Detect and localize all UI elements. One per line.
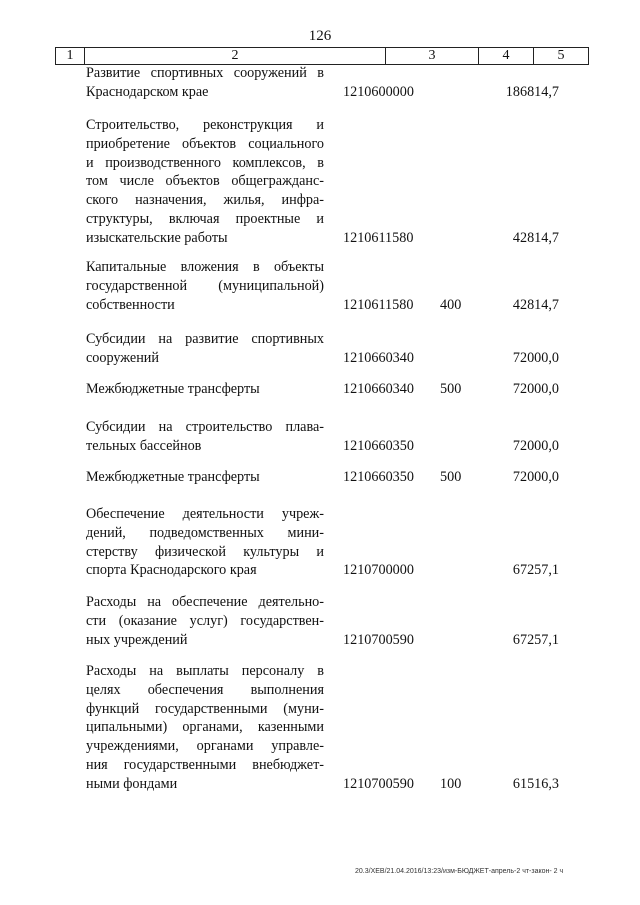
description-line: спорта Краснодарского края: [86, 562, 257, 579]
row-code: 1210660350: [343, 437, 414, 454]
description-line: сооружений: [86, 349, 159, 366]
description-line: том числе объектов общегражданс-: [86, 173, 324, 190]
row-code: 1210660350: [343, 469, 414, 485]
description-line: функций государственными (муни-: [86, 700, 324, 717]
description-line: и производственного комплексов, в: [86, 154, 324, 171]
row-description: [86, 380, 324, 399]
description-line: целях обеспечения выполнения: [86, 681, 324, 698]
description-line: дений, подведомственных мини-: [86, 524, 324, 541]
row-code: 1210611580: [343, 296, 414, 313]
description-line: Расходы на обеспечение деятельно-: [86, 594, 324, 610]
row-type: 100: [440, 775, 462, 792]
description-line: Субсидии на строительство плава-: [86, 419, 324, 435]
description-line: сти (оказание услуг) государствен-: [86, 612, 324, 629]
header-col-2: 2: [85, 48, 386, 64]
row-amount: 67257,1: [512, 562, 559, 579]
header-col-3: 3: [386, 48, 479, 64]
description-line: Строительство, реконструкция и: [86, 117, 324, 133]
page-number: 126: [308, 28, 332, 44]
description-line: изыскательские работы: [86, 229, 228, 246]
row-amount: 72000,0: [512, 381, 559, 397]
row-description: [86, 505, 324, 580]
row-amount: 72000,0: [512, 349, 559, 366]
description-line: Развитие спортивных сооружений в: [86, 65, 324, 81]
row-type: 500: [440, 469, 462, 485]
description-line: государственной (муниципальной): [86, 277, 324, 294]
description-line: Субсидии на развитие спортивных: [86, 331, 324, 347]
footer-note: 20.3/ХЕВ/21.04.2016/13:23/изм-БЮДЖЕТ-апрель-2 чт-закон- 2 ч: [355, 868, 564, 875]
table-header: [55, 47, 589, 65]
header-col-5: 5: [557, 48, 565, 63]
row-amount: 67257,1: [512, 631, 559, 648]
description-line: структуры, включая проектные и: [86, 210, 324, 227]
row-code: 1210700590: [343, 775, 414, 792]
description-line: ского назначения, жилья, инфра-: [86, 192, 324, 209]
row-description: [86, 330, 324, 368]
description-line: Обеспечение деятельности учреж-: [86, 506, 324, 522]
description-line: собственности: [86, 296, 175, 313]
description-line: тельных бассейнов: [86, 437, 202, 454]
description-line: ципальными) органами, казенными: [86, 719, 324, 736]
row-description: [86, 593, 324, 649]
description-line: стерству физической культуры и: [86, 543, 324, 560]
row-code: 1210700000: [343, 562, 414, 579]
description-line: Расходы на выплаты персоналу в: [86, 663, 324, 679]
description-line: ных учреждений: [86, 631, 188, 648]
row-amount: 186814,7: [505, 83, 559, 100]
row-amount: 42814,7: [512, 229, 559, 246]
row-amount: 61516,3: [512, 775, 559, 792]
row-description: [86, 468, 324, 487]
row-amount: 42814,7: [512, 296, 559, 313]
description-line: приобретение объектов социального: [86, 135, 324, 152]
row-code: 1210611580: [343, 229, 414, 246]
description-line: Краснодарском крае: [86, 83, 209, 100]
row-amount: 72000,0: [512, 469, 559, 485]
row-description: [86, 116, 324, 248]
row-code: 1210700590: [343, 631, 414, 648]
description-line: Капитальные вложения в объекты: [86, 259, 324, 275]
description-line: Межбюджетные трансферты: [86, 469, 260, 485]
description-line: ными фондами: [86, 775, 178, 792]
description-line: ния государственными внебюджет-: [86, 756, 324, 773]
row-amount: 72000,0: [512, 437, 559, 454]
description-line: Межбюджетные трансферты: [86, 381, 260, 397]
header-col-1: 1: [56, 48, 85, 64]
row-description: [86, 418, 324, 456]
row-description: [86, 258, 324, 314]
row-description: [86, 64, 324, 102]
row-type: 500: [440, 381, 462, 397]
row-description: [86, 662, 324, 794]
description-line: учреждениями, органами управле-: [86, 738, 324, 755]
row-code: 1210660340: [343, 349, 414, 366]
row-code: 1210600000: [343, 83, 414, 100]
header-col-4: 4: [479, 48, 534, 64]
row-code: 1210660340: [343, 381, 414, 397]
row-type: 400: [440, 296, 462, 313]
